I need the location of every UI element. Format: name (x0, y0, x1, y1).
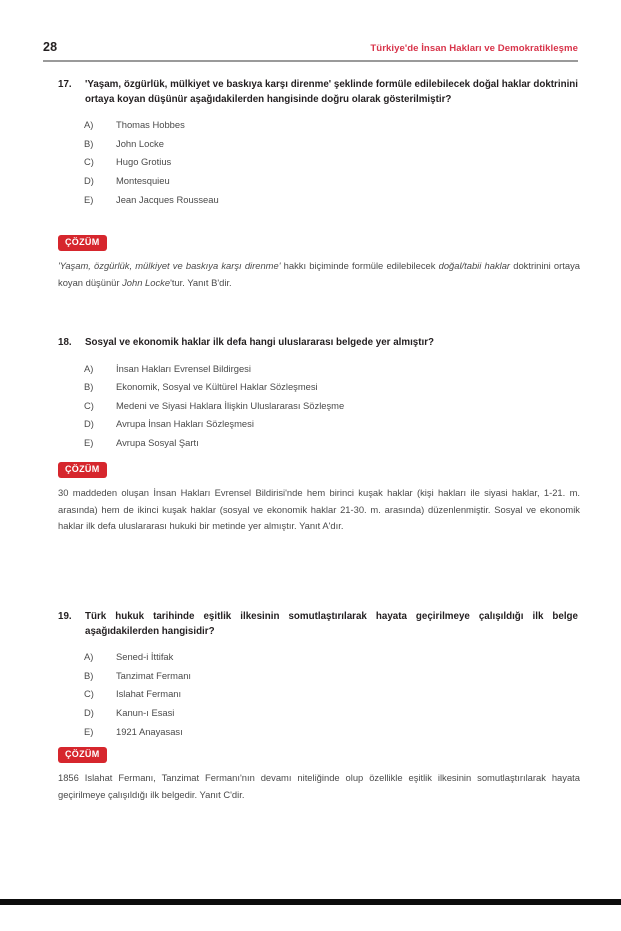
option-row[interactable] (58, 118, 578, 137)
solution-emphasis: doğal/tabii haklar (438, 260, 511, 271)
header-title: Türkiye'de İnsan Hakları ve Demokratikleşme (370, 43, 578, 54)
option-letter: A) (84, 119, 94, 131)
question-block-17 (58, 78, 578, 211)
option-row[interactable] (58, 155, 578, 174)
page-number: 28 (43, 40, 58, 54)
option-text: Ekonomik, Sosyal ve Kültürel Haklar Sözleşmesi (116, 381, 318, 393)
option-text: Avrupa Sosyal Şartı (116, 436, 199, 448)
option-row[interactable] (58, 669, 578, 688)
option-text: Montesquieu (116, 174, 170, 186)
question-text: Türk hukuk tarihinde eşitlik ilkesinin somutlaştırılarak hayata geçirilmeye çalışıldığı ilk belge aşağıdakilerden hangisidir? (85, 611, 578, 637)
question-block-18 (58, 336, 578, 455)
option-text: Jean Jacques Rousseau (116, 193, 219, 205)
question-heading (58, 78, 578, 107)
option-row[interactable] (58, 137, 578, 156)
question-number: 17. (58, 79, 72, 90)
solution-name: John Locke (122, 276, 171, 288)
solution-block-19 (58, 744, 580, 803)
option-text: Hugo Grotius (116, 156, 172, 168)
question-block-19 (58, 610, 578, 743)
option-text: Sened-i İttifak (116, 651, 174, 663)
solution-fragment: 'tur. Yanıt B'dir. (170, 276, 232, 288)
option-letter: C) (84, 156, 94, 168)
question-text: Sosyal ve ekonomik haklar ilk defa hangi uluslararası belgede yer almıştır? (85, 337, 435, 348)
solution-badge: ÇÖZÜM (58, 462, 107, 478)
option-letter: E) (84, 193, 94, 205)
solution-text: 30 maddeden oluşan İnsan Hakları Evrensel Bildirisi'nde hem birinci kuşak haklar (kişi hakları ile siyasi haklar, 1-21. m. arasında) hem de ikinci kuşak haklar (sosyal ve ekonomik haklar 21-30. m. arasında) düzenlenmiştir. Sosyal ve ekonomik haklar ilk defa uluslararası hukuki bir metinde yer almıştır. Yanıt A'dır. (58, 487, 580, 531)
option-letter: B) (84, 381, 94, 393)
option-row[interactable] (58, 362, 578, 381)
solution-badge: ÇÖZÜM (58, 235, 107, 251)
solution-fragment: hakkı biçiminde formüle edilebilecek (280, 260, 439, 271)
option-text: Avrupa İnsan Hakları Sözleşmesi (116, 418, 254, 430)
option-row[interactable] (58, 193, 578, 212)
option-letter: B) (84, 669, 94, 681)
option-text: John Locke (116, 137, 164, 149)
option-list (58, 118, 578, 211)
header-divider (43, 60, 578, 62)
option-letter: D) (84, 418, 94, 430)
option-row[interactable] (58, 436, 578, 455)
option-list (58, 362, 578, 455)
solution-text: 1856 Islahat Fermanı, Tanzimat Fermanı'nın devamı niteliğinde olup özellikle eşitlik ilkesinin somutlaştırılarak hayata geçirilmeye çalışıldığı ilk belgedir. Yanıt C'dir. (58, 772, 580, 800)
option-letter: A) (84, 362, 94, 374)
option-row[interactable] (58, 399, 578, 418)
option-letter: B) (84, 137, 94, 149)
option-row[interactable] (58, 417, 578, 436)
question-heading (58, 336, 578, 351)
option-text: Medeni ve Siyasi Haklara İlişkin Uluslararası Sözleşme (116, 399, 345, 411)
question-heading (58, 610, 578, 639)
option-letter: E) (84, 436, 94, 448)
option-list (58, 650, 578, 743)
option-text: Thomas Hobbes (116, 119, 185, 131)
question-number: 18. (58, 337, 72, 348)
option-row[interactable] (58, 174, 578, 193)
option-letter: D) (84, 706, 94, 718)
option-row[interactable] (58, 687, 578, 706)
option-letter: C) (84, 399, 94, 411)
option-text: Kanun-ı Esasi (116, 706, 175, 718)
option-row[interactable] (58, 650, 578, 669)
question-text: 'Yaşam, özgürlük, mülkiyet ve baskıya karşı direnme' şeklinde formüle edilebilecek doğal haklar doktrinini ortaya koyan düşünür aşağıdakilerden hangisinde doğru olarak gösterilmiştir? (85, 79, 578, 105)
option-letter: A) (84, 651, 94, 663)
option-letter: C) (84, 688, 94, 700)
option-text: Islahat Fermanı (116, 688, 182, 700)
option-letter: E) (84, 725, 94, 737)
solution-block-17 (58, 232, 580, 291)
option-row[interactable] (58, 380, 578, 399)
solution-block-18 (58, 459, 580, 535)
option-text: 1921 Anayasası (116, 725, 183, 737)
solution-fragment: doktrinini ortaya koyan düşünür (58, 260, 580, 288)
page-header (43, 40, 578, 64)
option-text: Tanzimat Fermanı (116, 669, 192, 681)
option-letter: D) (84, 174, 94, 186)
solution-badge: ÇÖZÜM (58, 747, 107, 763)
option-row[interactable] (58, 706, 578, 725)
option-text: İnsan Hakları Evrensel Bildirgesi (116, 362, 251, 374)
solution-text (58, 258, 580, 291)
option-row[interactable] (58, 725, 578, 744)
solution-quote: 'Yaşam, özgürlük, mülkiyet ve baskıya karşı direnme' (58, 260, 281, 271)
footer-divider (0, 898, 621, 906)
question-number: 19. (58, 611, 72, 622)
